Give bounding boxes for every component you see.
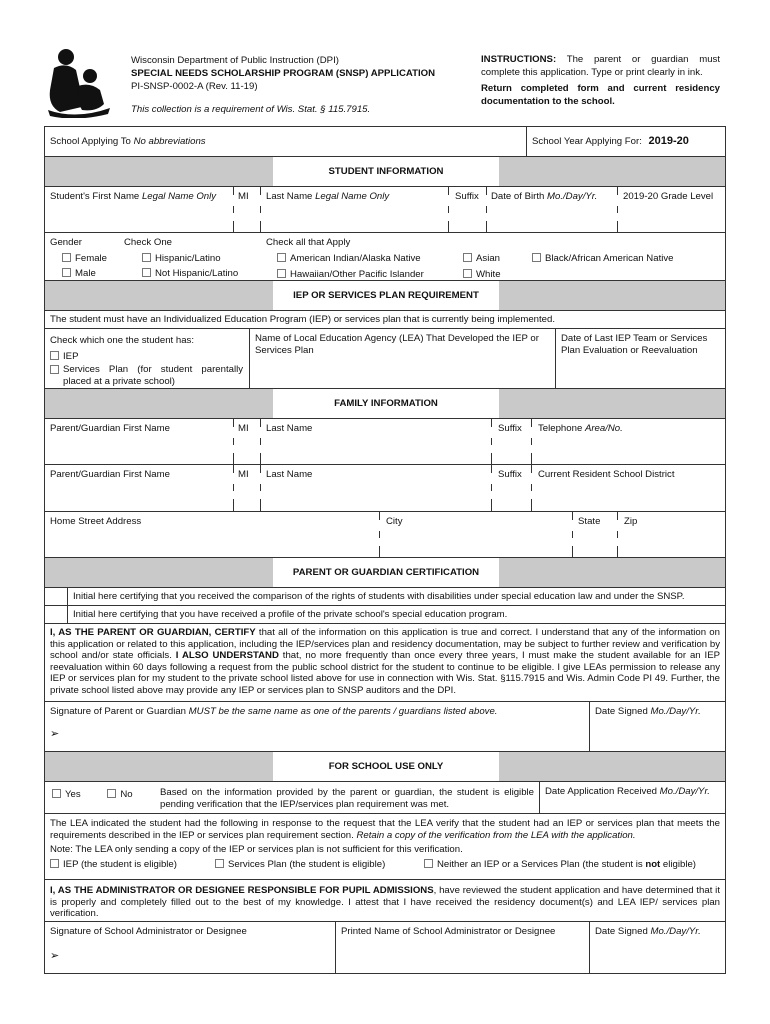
city-label: City bbox=[386, 516, 403, 527]
street-address-field[interactable] bbox=[45, 512, 379, 557]
school-year-label: School Year Applying For: bbox=[532, 136, 642, 147]
admin-signature-field[interactable] bbox=[45, 922, 335, 973]
no-label: No bbox=[120, 789, 133, 800]
student-dob-field[interactable] bbox=[486, 187, 616, 232]
guardian2-first-name-label: Parent/Guardian First Name bbox=[50, 469, 170, 480]
opt-neither-label-b: eligible) bbox=[660, 858, 696, 870]
street-address-label: Home Street Address bbox=[50, 516, 142, 527]
gender-female[interactable] bbox=[62, 253, 114, 265]
guardian1-last-name-label: Last Name bbox=[266, 423, 313, 434]
state-label: State bbox=[578, 516, 601, 527]
statute-note: This collection is a requirement of Wis. Stat. § 115.7915. bbox=[131, 104, 371, 115]
school-year-field[interactable] bbox=[526, 127, 725, 156]
signature-arrow-icon: ➢ bbox=[50, 728, 60, 740]
iep-band bbox=[45, 281, 725, 311]
iep-date-field[interactable] bbox=[555, 329, 725, 388]
form-header bbox=[131, 54, 435, 116]
opt-iep-label: IEP (the student is eligible) bbox=[63, 858, 177, 870]
gender-male[interactable] bbox=[62, 268, 114, 280]
opt-neither-not: not bbox=[645, 858, 661, 870]
not-hispanic-checkbox[interactable] bbox=[142, 268, 151, 277]
no-checkbox[interactable] bbox=[107, 789, 116, 798]
certify-lead: I, AS THE PARENT OR GUARDIAN, CERTIFY bbox=[50, 627, 256, 638]
parent-signature-label: Signature of Parent or Guardian bbox=[50, 706, 186, 717]
gender-label: Gender bbox=[50, 237, 82, 248]
yes-checkbox[interactable] bbox=[52, 789, 61, 798]
zip-label: Zip bbox=[624, 516, 638, 527]
lea-note: Note: The LEA only sending a copy of the IEP or services plan is not sufficient for this verification. bbox=[50, 844, 463, 856]
ethnicity-hispanic[interactable] bbox=[142, 253, 256, 265]
guardian1-mi-label: MI bbox=[238, 423, 249, 434]
school-use-band bbox=[45, 752, 725, 782]
admin-lead: I, AS THE ADMINISTRATOR OR DESIGNEE RESPONSIBLE FOR PUPIL ADMISSIONS bbox=[50, 885, 434, 896]
hispanic-checkbox[interactable] bbox=[142, 253, 151, 262]
guardian1-last-name-field[interactable] bbox=[261, 419, 493, 464]
opt-neither-checkbox[interactable] bbox=[424, 859, 433, 868]
admin-signature-label: Signature of School Administrator or Designee bbox=[50, 926, 247, 937]
school-applying-label: School Applying To bbox=[50, 136, 131, 147]
initial-box-2[interactable] bbox=[45, 606, 67, 623]
student-grade-field[interactable] bbox=[618, 187, 725, 232]
family-title: FAMILY INFORMATION bbox=[273, 389, 499, 418]
understand-lead: I ALSO UNDERSTAND bbox=[175, 650, 279, 662]
check-all-label: Check all that Apply bbox=[266, 237, 351, 248]
student-grade-label: 2019-20 Grade Level bbox=[623, 191, 714, 202]
admin-printed-name-label: Printed Name of School Administrator or Designee bbox=[341, 926, 556, 937]
certification-band bbox=[45, 558, 725, 588]
check-one-label: Check One bbox=[124, 237, 172, 248]
student-first-name-note: Legal Name Only bbox=[141, 191, 217, 202]
ethnicity-not-hispanic[interactable] bbox=[142, 268, 256, 280]
lea-outcome-options bbox=[50, 859, 720, 873]
services-plan-option[interactable] bbox=[50, 364, 244, 387]
city-field[interactable] bbox=[381, 512, 573, 557]
race-group bbox=[261, 233, 725, 280]
services-plan-label: Services Plan (for student parentally placed at a private school) bbox=[63, 364, 243, 387]
guardian2-mi-field[interactable] bbox=[233, 465, 261, 511]
services-plan-checkbox[interactable] bbox=[50, 365, 59, 374]
opt-neither-label-a: Neither an IEP or a Services Plan (the student is bbox=[437, 858, 646, 870]
male-checkbox[interactable] bbox=[62, 268, 71, 277]
guardian1-mi-field[interactable] bbox=[233, 419, 261, 464]
asian-checkbox[interactable] bbox=[463, 253, 472, 262]
yes-label: Yes bbox=[65, 789, 81, 800]
student-last-name-label: Last Name bbox=[266, 191, 313, 202]
guardian1-first-name-label: Parent/Guardian First Name bbox=[50, 423, 170, 434]
female-checkbox[interactable] bbox=[62, 253, 71, 262]
iep-option[interactable] bbox=[50, 351, 244, 363]
opt-iep-checkbox[interactable] bbox=[50, 859, 59, 868]
student-suffix-field[interactable] bbox=[450, 187, 486, 232]
hispanic-label: Hispanic/Latino bbox=[155, 252, 221, 264]
admin-date-signed-field[interactable] bbox=[589, 922, 725, 973]
agency-name: Wisconsin Department of Public Instruction (DPI) bbox=[131, 55, 339, 66]
instructions-text: The parent or guardian must complete this application. Type or print clearly in ink. bbox=[481, 54, 720, 78]
eligibility-text: Based on the information provided by the parent or guardian, the student is eligible pending verification that the IEP/services plan requirement was met. bbox=[160, 787, 534, 810]
lea-name-field[interactable] bbox=[249, 329, 555, 388]
hawaiian-checkbox[interactable] bbox=[277, 269, 286, 278]
admin-certification-text bbox=[45, 880, 725, 921]
zip-field[interactable] bbox=[619, 512, 725, 557]
iep-title: IEP OR SERVICES PLAN REQUIREMENT bbox=[273, 281, 499, 310]
white-label: White bbox=[476, 269, 501, 280]
not-hispanic-label: Not Hispanic/Latino bbox=[155, 268, 239, 280]
student-suffix-label: Suffix bbox=[455, 191, 479, 202]
parent-signature-note: MUST be the same name as one of the parents / guardians listed above. bbox=[188, 706, 498, 717]
admin-signature-arrow-icon: ➢ bbox=[50, 950, 60, 962]
dpi-logo bbox=[46, 48, 112, 118]
iep-date-label: Date of Last IEP Team or Services Plan Evaluation or Reevaluation bbox=[561, 333, 708, 356]
iep-checkbox[interactable] bbox=[50, 351, 59, 360]
am-indian-label: American Indian/Alaska Native bbox=[290, 253, 421, 264]
student-dob-label: Date of Birth bbox=[491, 191, 545, 202]
race-asian[interactable] bbox=[463, 253, 500, 265]
school-applying-field[interactable] bbox=[45, 127, 525, 156]
iep-option-label: IEP bbox=[63, 350, 79, 362]
telephone-note: Area/No. bbox=[584, 423, 623, 434]
am-indian-checkbox[interactable] bbox=[277, 253, 286, 262]
iep-type-group bbox=[45, 329, 249, 388]
school-row bbox=[44, 126, 726, 974]
initial-statement-2: Initial here certifying that you have received a profile of the private school's special education program. bbox=[67, 606, 725, 623]
opt-iep[interactable] bbox=[50, 859, 177, 871]
parent-date-signed-note: Mo./Day/Yr. bbox=[650, 706, 701, 717]
date-received-label: Date Application Received bbox=[545, 786, 657, 797]
guardian2-last-name-label: Last Name bbox=[266, 469, 313, 480]
opt-services-label: Services Plan (the student is eligible) bbox=[228, 858, 386, 870]
student-dob-note: Mo./Day/Yr. bbox=[547, 191, 598, 202]
understand-body: that, no more frequently than once every three years, I must make the student available for an IEP reevaluation within 60 days following a request from the public school district for the student to continue to be eligible. I give LEAs permission to release any IEP or services plan for my student to the private school listed above for use in connection with Wis. Stat. §115.7915 and Wis. Admin Code PI 49. Further, the private school listed above may provide any IEP or services plan to SNSP auditors and the DPI. bbox=[50, 650, 720, 696]
instructions bbox=[481, 53, 720, 79]
race-white[interactable] bbox=[463, 269, 501, 281]
lea-text-italic: Retain a copy of the verification from the LEA with the application. bbox=[356, 829, 636, 841]
student-first-name-label: Student's First Name bbox=[50, 191, 140, 202]
student-mi-field[interactable] bbox=[233, 187, 257, 232]
parent-certification-text bbox=[45, 624, 725, 701]
race-hawaiian[interactable] bbox=[277, 269, 424, 281]
student-last-name-field[interactable] bbox=[261, 187, 447, 232]
state-field[interactable] bbox=[573, 512, 619, 557]
school-use-title: FOR SCHOOL USE ONLY bbox=[273, 752, 499, 781]
return-instructions: Return completed form and current residency documentation to the school. bbox=[481, 83, 720, 107]
admin-body: , have reviewed the student application and have determined that it is properly and completely filled out to the best of my knowledge. I attest that I have received the residency document(s) and LEA IEP/ services plan verification. bbox=[50, 885, 720, 920]
guardian1-suffix-field[interactable] bbox=[493, 419, 533, 464]
initial-box-1[interactable] bbox=[45, 588, 67, 605]
resident-district-label: Current Resident School District bbox=[538, 469, 675, 480]
guardian2-last-name-field[interactable] bbox=[261, 465, 493, 511]
date-received-field[interactable] bbox=[539, 782, 725, 813]
guardian2-first-name-field[interactable] bbox=[45, 465, 233, 511]
form-id: PI-SNSP-0002-A (Rev. 11-19) bbox=[131, 81, 258, 92]
race-am-indian[interactable] bbox=[277, 253, 421, 265]
opt-services[interactable] bbox=[215, 859, 385, 871]
telephone-label: Telephone bbox=[538, 423, 583, 434]
program-title: SPECIAL NEEDS SCHOLARSHIP PROGRAM (SNSP) APPLICATION bbox=[131, 68, 436, 79]
student-info-band bbox=[45, 157, 725, 187]
opt-services-checkbox[interactable] bbox=[215, 859, 224, 868]
white-checkbox[interactable] bbox=[463, 269, 472, 278]
parent-date-signed-field[interactable] bbox=[589, 702, 725, 751]
black-checkbox[interactable] bbox=[532, 253, 541, 262]
iep-check-which-label: Check which one the student has: bbox=[50, 335, 194, 346]
school-year-value: 2019-20 bbox=[648, 135, 689, 147]
parent-date-signed-label: Date Signed bbox=[595, 706, 648, 717]
guardian2-suffix-label: Suffix bbox=[498, 469, 522, 480]
lea-verification-text bbox=[45, 814, 725, 879]
guardian1-first-name-field[interactable] bbox=[45, 419, 233, 464]
lea-text: The LEA indicated the student had the following in response to the request that the LEA verify that the student had an IEP or services plan that meets the requirements described in the IEP or services plan requirement section. bbox=[50, 818, 720, 841]
student-mi-label: MI bbox=[238, 191, 249, 202]
race-black[interactable] bbox=[532, 253, 674, 265]
female-label: Female bbox=[75, 252, 107, 264]
admin-date-signed-note: Mo./Day/Yr. bbox=[650, 926, 701, 937]
guardian2-mi-label: MI bbox=[238, 469, 249, 480]
student-first-name-field[interactable] bbox=[45, 187, 233, 232]
family-band bbox=[45, 389, 725, 419]
iep-requirement-text: The student must have an Individualized Education Program (IEP) or services plan that is currently being implemented. bbox=[50, 314, 555, 325]
student-info-title: STUDENT INFORMATION bbox=[273, 157, 499, 186]
hawaiian-label: Hawaiian/Other Pacific Islander bbox=[290, 269, 424, 280]
gender-group bbox=[45, 233, 119, 280]
resident-district-field[interactable] bbox=[533, 465, 725, 511]
certify-body: that all of the information on this application is true and correct. I understand that any of the information on this application or related to this application, including the IEP/services plan and residency documentation, may be subject to further review and verification by school and/or state officials. bbox=[50, 627, 720, 662]
certification-title: PARENT OR GUARDIAN CERTIFICATION bbox=[273, 558, 499, 587]
lea-name-label: Name of Local Education Agency (LEA) That Developed the IEP or Services Plan bbox=[255, 333, 539, 356]
initial-statement-1: Initial here certifying that you received the comparison of the rights of students with disabilities under special education law and under the SNSP. bbox=[67, 588, 725, 605]
school-applying-note: No abbreviations bbox=[133, 136, 206, 147]
student-last-name-note: Legal Name Only bbox=[315, 191, 390, 202]
black-label: Black/African American Native bbox=[545, 253, 674, 264]
admin-date-signed-label: Date Signed bbox=[595, 926, 648, 937]
guardian1-suffix-label: Suffix bbox=[498, 423, 522, 434]
admin-printed-name-field[interactable] bbox=[335, 922, 589, 973]
male-label: Male bbox=[75, 268, 96, 280]
eligibility-choice bbox=[45, 782, 155, 813]
yes-option[interactable] bbox=[52, 789, 81, 800]
no-option[interactable] bbox=[107, 789, 132, 800]
telephone-field[interactable] bbox=[533, 419, 725, 464]
parent-signature-field[interactable] bbox=[45, 702, 589, 751]
asian-label: Asian bbox=[476, 253, 500, 264]
date-received-note: Mo./Day/Yr. bbox=[659, 786, 710, 797]
opt-neither[interactable] bbox=[424, 859, 696, 871]
ethnicity-group bbox=[119, 233, 261, 280]
instructions-label: INSTRUCTIONS: bbox=[481, 54, 557, 65]
guardian2-suffix-field[interactable] bbox=[493, 465, 533, 511]
